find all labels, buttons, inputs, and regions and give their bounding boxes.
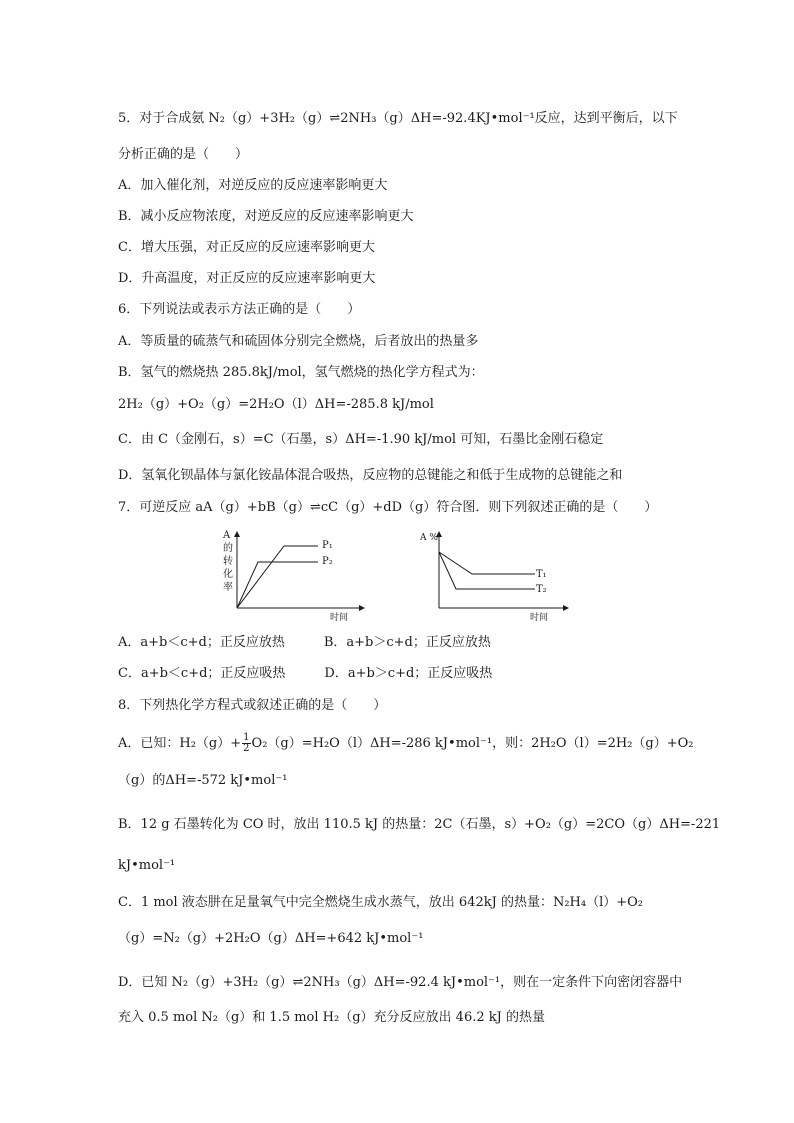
fig2-curve-t2 (439, 552, 535, 589)
q8-option-a-line1 (118, 733, 694, 754)
figure-conversion-vs-time (218, 526, 368, 622)
q8-stem: 8．下列热化学方程式或叙述正确的是（ ） (118, 698, 387, 713)
q6-option-a: A．等质量的硫蒸气和硫固体分别完全燃烧，后者放出的热量多 (118, 334, 479, 349)
q6-option-b-line2: 2H₂（g）+O₂（g）=2H₂O（l）ΔH=-285.8 kJ/mol (118, 397, 434, 412)
fig1-label-p2: P₂ (322, 556, 333, 567)
q8-option-c-line1: C．1 mol 液态肼在足量氧气中完全燃烧生成水蒸气，放出 642kJ 的热量：N₂H₄（l）+O₂ (118, 895, 644, 910)
fraction-denominator: 2 (243, 743, 250, 754)
q5-option-c: C．增大压强，对正反应的反应速率影响更大 (118, 240, 375, 255)
q8-option-c-line2: （g）=N₂（g）+2H₂O（g）ΔH=+642 kJ•mol⁻¹ (118, 931, 424, 946)
fig1-ylabel-3: 转 (223, 556, 233, 567)
q5-stem-line2: 分析正确的是（ ） (118, 147, 249, 162)
fig1-curve-p1 (237, 546, 318, 608)
q6-option-c: C．由 C（金刚石，s）=C（石墨，s）ΔH=-1.90 kJ/mol 可知，石墨比金刚石稳定 (118, 432, 604, 447)
q8-option-d-line1: D．已知 N₂（g）+3H₂（g）⇌2NH₃（g）ΔH=-92.4 kJ•mol⁻¹，则在一定条件下向密闭容器中 (118, 975, 683, 990)
fig2-xlabel: 时间 (530, 613, 549, 622)
q8-option-d-line2: 充入 0.5 mol N₂（g）和 1.5 mol H₂（g）充分反应放出 46.2 kJ 的热量 (118, 1010, 545, 1025)
fig2-label-t2: T₂ (536, 584, 547, 595)
q5-option-a: A．加入催化剂，对逆反应的反应速率影响更大 (118, 178, 388, 193)
fig1-xlabel: 时间 (330, 613, 349, 622)
q6-option-d: D．氢氧化钡晶体与氯化铵晶体混合吸热，反应物的总键能之和低于生成物的总键能之和 (118, 468, 623, 483)
q7-options-row1: A．a+b＜c+d；正反应放热 B．a+b＞c+d；正反应放热 (118, 635, 491, 650)
q8-option-a-line2: （g）的ΔH=-572 kJ•mol⁻¹ (118, 773, 288, 788)
q5-stem-line1: 5．对于合成氨 N₂（g）+3H₂（g）⇌2NH₃（g）ΔH=-92.4KJ•mol⁻¹反应，达到平衡后，以下 (118, 111, 678, 126)
fig2-curve-t1 (439, 552, 535, 574)
fraction-numerator: 1 (243, 732, 250, 743)
fig1-curve-p2 (237, 562, 318, 608)
q8-option-b-line1: B．12 g 石墨转化为 CO 时，放出 110.5 kJ 的热量：2C（石墨，s）+O₂（g）=2CO（g）ΔH=-221 (118, 817, 721, 832)
q6-stem: 6．下列说法或表示方法正确的是（ ） (118, 302, 361, 317)
q8-option-a-post: O₂（g）=H₂O（l）ΔH=-286 kJ•mol⁻¹，则：2H₂O（l）=2H₂（g）+O₂ (251, 736, 694, 751)
fig1-ylabel-1: A (223, 530, 231, 541)
fig2-label-t1: T₁ (536, 569, 547, 580)
fig2-ylabel: A % (420, 533, 438, 543)
q8-option-b-line2: kJ•mol⁻¹ (118, 858, 176, 873)
q7-stem: 7．可逆反应 aA（g）+bB（g）⇌cC（g）+dD（g）符合图．则下列叙述正确的是（ ） (118, 500, 658, 515)
q5-option-b: B．减小反应物浓度，对逆反应的反应速率影响更大 (118, 209, 414, 224)
q8-option-a-pre: A．已知：H₂（g）+ (118, 736, 242, 751)
fig1-ylabel-5: 率 (223, 582, 233, 593)
fig1-ylabel-4: 化 (223, 569, 233, 580)
fraction-one-half (242, 733, 250, 754)
q6-option-b-line1: B．氢气的燃烧热 285.8kJ/mol，氢气燃烧的热化学方程式为： (118, 365, 484, 380)
q7-options-row2: C．a+b＜c+d；正反应吸热 D．a+b＞c+d；正反应吸热 (118, 666, 493, 681)
fig1-label-p1: P₁ (322, 540, 333, 551)
fig1-ylabel-2: 的 (223, 543, 233, 554)
figure-percent-a-vs-time (420, 526, 572, 622)
q5-option-d: D．升高温度，对正反应的反应速率影响更大 (118, 271, 376, 286)
